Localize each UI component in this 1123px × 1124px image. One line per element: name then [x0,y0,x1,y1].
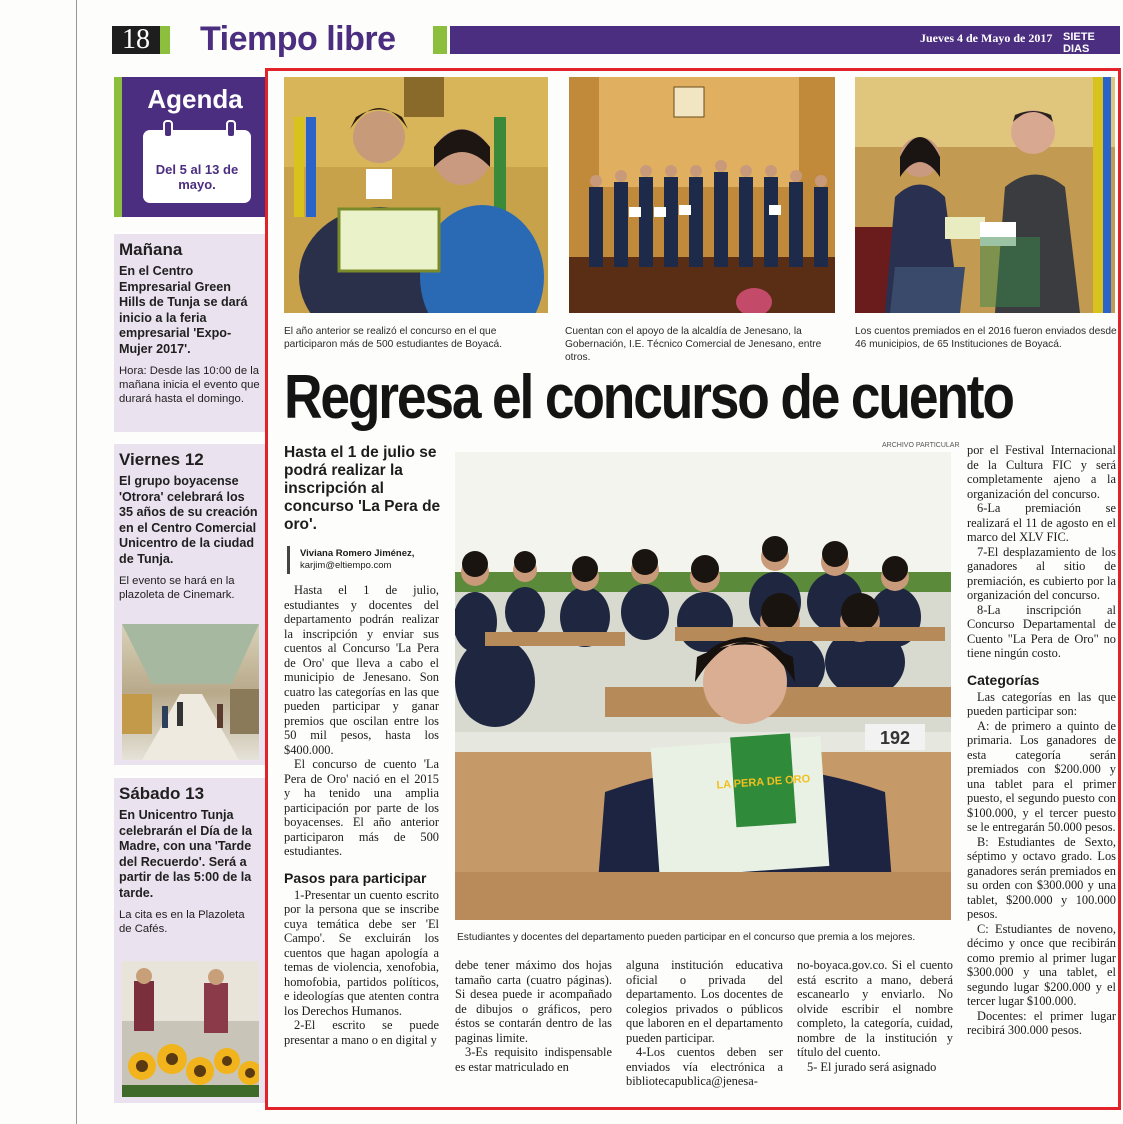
book-title: LA PERA DE ORO [716,773,811,792]
article-column-1 [284,583,439,1047]
paragraph: 8-La inscripción al Concurso Departamental de Cuento "La Pera de Oro" no tiene ningún costo. [967,602,1116,660]
photo-award-girl [855,77,1115,313]
photo-award-student [284,77,548,313]
paragraph: El concurso de cuento 'La Pera de Oro' nació en el 2015 y ha tenido una amplia participación por parte de los boyacenses. El año anterior participaron más de 500 estudiantes. [284,757,439,858]
event-note: El evento se hará en la plazoleta de Cinemark. [119,575,235,601]
article-column-2 [455,958,612,1074]
paragraph: 4-Los cuentos deben ser enviados vía electrónica a bibliotecapublica@jenesa- [626,1045,783,1088]
paragraph: alguna institución educativa oficial o privada del departamento. Los docentes de colegios privados o públicos que laboren en el departamento pueden participar. [626,958,783,1045]
event-body: En el Centro Empresarial Green Hills de Tunja se dará inicio a la feria empresarial 'Expo-Mujer 2017'. [119,264,248,356]
paragraph: por el Festival Internacional de la Cultura FIC y será completamente ajeno a la organización del concurso. [967,443,1116,501]
deck: Hasta el 1 de julio se podrá realizar la inscripción al concurso 'La Pera de oro'. [284,444,441,533]
page-margin-rule [76,0,77,1124]
author-email: karjim@eltiempo.com [300,560,392,571]
page-number: 18 [112,26,160,54]
agenda-accent [114,77,122,217]
calendar-ring-icon [226,120,236,138]
paragraph: debe tener máximo dos hojas tamaño carta (cuatro páginas). Si desea puede ir acompañado de dibujos o gráficos, pero éstos se contarán dentro de las paginas limite. [455,958,612,1045]
byline-rule [287,546,290,574]
paragraph: no-boyaca.gov.co. Si el cuento está escrito a mano, deberá escanearlo y enviarlo. No olvide escribir el nombre completo, la categoría, cuidad, nombre de la institución y título del cuento. [797,958,953,1059]
photo-caption: El año anterior se realizó el concurso en el que participaron más de 500 estudiantes de Boyacá. [284,326,503,350]
photo-group-students [569,77,835,313]
paragraph: A: de primero a quinto de primaria. Los ganadores de esta categoría serán premiados con $200.000 y una tablet para el primer puesto, el segundo puesto con $100.000, y el tercer puesto se le entregarán 50.000 pesos. [967,718,1116,834]
paragraph: 2-El escrito se puede presentar a mano o en digital y [284,1018,439,1047]
paragraph: B: Estudiantes de Sexto, séptimo y octavo grado. Los ganadores serán premiados en su orden con $300.000 y una tablet, $200.000 y 100.000 pesos. [967,834,1116,921]
issue-date: Jueves 4 de Mayo de 2017 [920,31,1053,45]
event-heading: Sábado 13 [119,784,205,803]
paragraph: 6-La premiación se realizará el 11 de agosto en el marco del XLV FIC. [967,501,1116,544]
photo-caption: Los cuentos premiados en el 2016 fueron enviados desde 46 municipios, de 65 Instituciones de Boyacá. [855,326,1117,350]
article-column-4 [797,958,953,1074]
masthead-accent-bar [433,26,447,54]
sunflower-photo [122,961,259,1097]
event-heading: Viernes 12 [119,450,204,469]
agenda-title: Agenda [147,84,243,114]
section-title: Tiempo libre [200,20,396,58]
paragraph: 5- El jurado será asignado [807,1059,937,1074]
article-column-3 [626,958,783,1089]
byline [300,548,414,572]
section-heading-categorias: Categorías [967,671,1040,688]
photo-caption: Cuentan con el apoyo de la alcaldía de Jenesano, la Gobernación, I.E. Técnico Comercial de Jenesano, entre otros. [565,326,822,363]
photo-classroom [455,452,951,920]
event-viernes [114,442,265,765]
event-body: En Unicentro Tunja celebrarán el Día de la Madre, con una 'Tarde del Recuerdo'. Será a partir de las 5:00 de la tarde. [119,808,253,900]
event-manana [114,232,265,432]
paragraph: Las categorías en las que pueden participar son: [967,689,1116,718]
agenda-dates: Del 5 al 13 de mayo. [155,162,239,192]
desk-number: 192 [879,728,911,748]
event-note: Hora: Desde las 10:00 de la mañana inicia el evento que durará hasta el domingo. [119,365,260,405]
masthead-accent [160,26,170,54]
event-body: El grupo boyacense 'Otrora' celebrará los 35 años de su creación en el Centro Comercial Unicentro de la ciudad de Tunja. [119,474,258,566]
paragraph: C: Estudiantes de noveno, décimo y once que recibirán como premio al primer lugar $300.000 y una tablet, el segundo lugar $200.000 y el tercer lugar $100.000. [967,921,1116,1008]
paragraph: 1-Presentar un cuento escrito por la persona que se inscribe cuya temática debe ser 'El Campo'. Se excluirán los cuentos que hagan apología a temas de violencia, xenofobia, homofobia, partidos políticos, e ideologías que atenten contra los Derechos Humanos. [284,887,439,1018]
brand-logo: SIETE DIAS [1063,31,1095,55]
event-sabado [114,776,265,1103]
paragraph: Docentes: el primer lugar recibirá 300.000 pesos. [967,1008,1116,1037]
calendar-ring-icon [163,120,173,138]
author: Viviana Romero Jiménez, [300,548,415,559]
section-heading-pasos: Pasos para participar [284,869,427,886]
event-heading: Mañana [119,240,183,259]
article-column-5 [967,443,1116,1103]
headline: Regresa el concurso de cuento [284,363,1013,432]
photo-credit: ARCHIVO PARTICULAR [882,442,960,449]
paragraph: Hasta el 1 de julio, estudiantes y docentes del departamento podrán realizar la inscripción y enviar sus cuentos al Concurso 'La Pera de Oro' que lleva a cabo el municipio de Jenesano. Son cuatro las categorías en las que pueden participar y ganar premios que oscilan entre los 50 mil pesos, hasta los $400.000. [284,583,439,757]
event-note: La cita es en la Plazoleta de Cafés. [119,909,245,935]
main-photo-caption: Estudiantes y docentes del departamento pueden participar en el concurso que premia a los mejores. [457,932,916,943]
paragraph: 7-El desplazamiento de los ganadores al sitio de premiación, es cubierto por la organización del concurso. [967,544,1116,602]
mall-photo [122,624,259,760]
paragraph: 3-Es requisito indispensable es estar matriculado en [455,1045,612,1074]
